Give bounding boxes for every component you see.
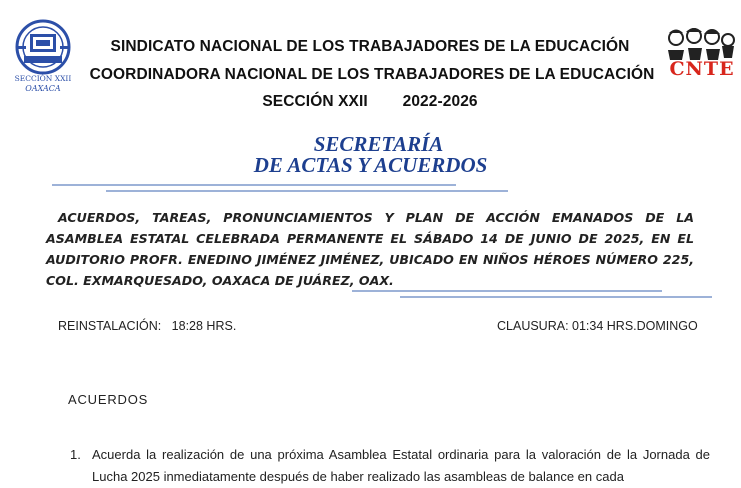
divider-rule [106,190,508,192]
period-label: 2022-2026 [402,93,478,110]
divider-rule [352,290,662,292]
intro-paragraph: ACUERDOS, TAREAS, PRONUNCIAMIENTOS Y PLAN DE ACCIÓN EMANADOS DE LA ASAMBLEA ESTATAL CELEBRADA PERMANENTE EL SÁBADO 14 DE JUNIO DE 2025, EN EL AUDITORIO PROFR. ENEDINO JIMÉNEZ JIMÉNEZ, UBICADO EN NIÑOS HÉROES NÚMERO 225, COL. EXMARQUESADO, OAXACA DE JUÁREZ, OAX. [46,210,694,288]
acuerdos-heading: ACUERDOS [68,392,149,407]
clausura-time: CLAUSURA: 01:34 HRS.DOMINGO [497,319,698,333]
divider-rule [52,184,456,186]
list-item-number: 1. [70,447,81,462]
list-item [70,444,710,488]
reinstalacion-time: REINSTALACIÓN: 18:28 HRS. [58,319,237,333]
section-label: SECCIÓN XXII [262,93,368,110]
logo-caption-top: SECCIÓN XXII [14,74,72,83]
list-item-text: Acuerda la realización de una próxima Asamblea Estatal ordinaria para la valoración de la Jornada de Lucha 2025 inmediatamente después de haber realizado las asambleas de balance en cada [92,447,710,484]
logo-caption-bottom: OAXACA [25,84,61,93]
header-line-3 [60,93,680,111]
header-line-1: SINDICATO NACIONAL DE LOS TRABAJADORES DE LA EDUCACIÓN [110,38,630,55]
secretariat-title-line-2: DE ACTAS Y ACUERDOS [253,153,488,177]
secretariat-title-line-1: SECRETARÍA [313,132,444,156]
header-line-2: COORDINADORA NACIONAL DE LOS TRABAJADORES DE LA EDUCACIÓN [89,66,655,83]
cnte-logo-text: CNTE [669,58,735,80]
divider-rule [400,296,712,298]
